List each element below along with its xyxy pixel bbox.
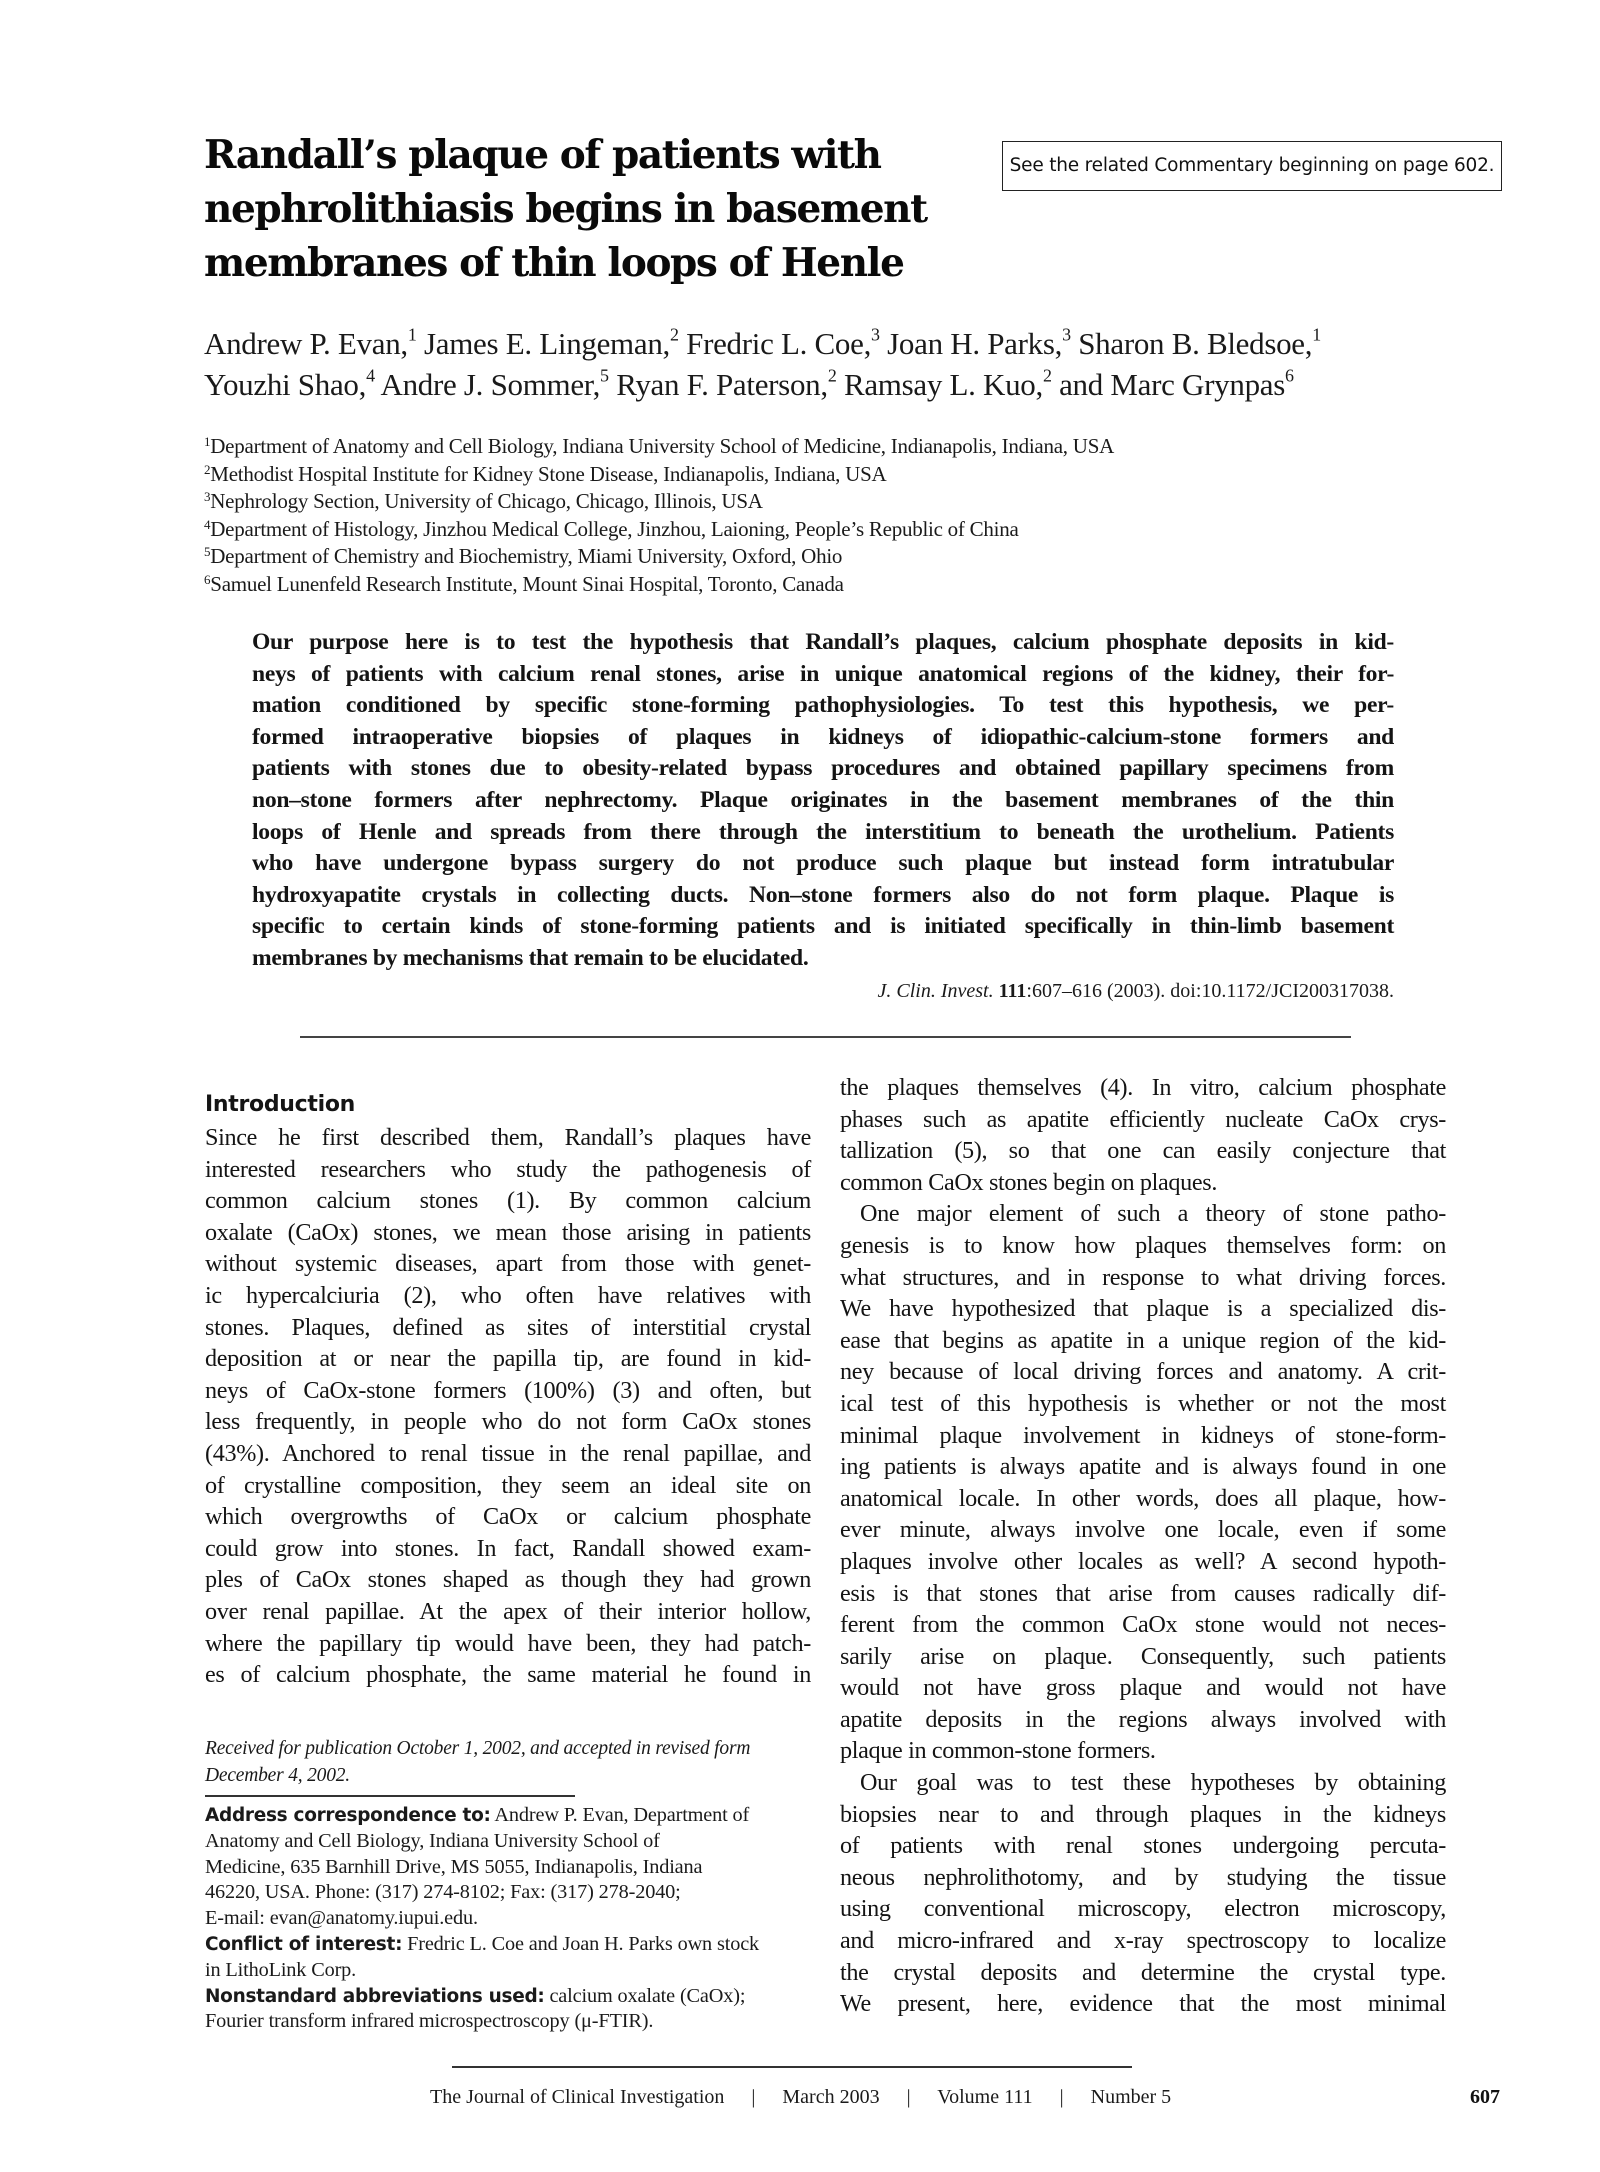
body-line: ples of CaOx stones shaped as though they had grown: [205, 1566, 811, 1594]
body-line: without systemic diseases, apart from those with genet-: [205, 1250, 811, 1278]
abstract-line: membranes by mechanisms that remain to be elucidated.: [252, 944, 809, 971]
body-line: what structures, and in response to what driving forces.: [840, 1263, 1446, 1291]
received-line: December 4, 2002.: [205, 1765, 350, 1786]
author: Andre J. Sommer,$^5$: [380, 365, 609, 402]
body-line: would not have gross plaque and would not have: [840, 1674, 1446, 1702]
footer-separator: |: [1059, 2086, 1064, 2108]
running-footer: [430, 2084, 1490, 2110]
affiliation: $^6$Samuel Lunenfeld Research Institute, Mount Sinai Hospital, Toronto, Canada: [204, 571, 844, 596]
citation-journal: J. Clin. Invest.: [877, 980, 994, 1002]
body-line: deposition at or near the papilla tip, are found in kid-: [205, 1345, 811, 1373]
body-line: plaque in common-stone formers.: [840, 1737, 1156, 1765]
abstract-line: mation conditioned by specific stone-forming pathophysiologies. To test this hypothesis, we per-: [252, 692, 1394, 719]
body-line: tallization (5), so that one can easily conjecture that: [840, 1137, 1446, 1165]
conflict-of-interest: Conflict of interest: Fredric L. Coe and Joan H. Parks own stock in LithoLink Corp.: [205, 1932, 760, 1981]
received-line: Received for publication October 1, 2002, and accepted in revised form: [205, 1738, 751, 1759]
abstract-line: Our purpose here is to test the hypothesis that Randall’s plaques, calcium phosphate deposits in kid-: [252, 629, 1394, 655]
footer-journal: The Journal of Clinical Investigation: [430, 2086, 725, 2108]
author-line: [204, 364, 1464, 405]
body-line: interested researchers who study the pathogenesis of: [205, 1155, 811, 1183]
author-list: [204, 323, 1464, 405]
body-line: anatomical locale. In other words, does all plaque, how-: [840, 1484, 1446, 1512]
body-line: ney because of local driving forces and anatomy. A crit-: [840, 1358, 1446, 1386]
title-line: Randall’s plaque of patients with: [204, 132, 881, 178]
author: Fredric L. Coe,$^3$: [686, 324, 880, 361]
citation: [700, 978, 1394, 1004]
nonstandard-abbreviations: Nonstandard abbreviations used: calcium oxalate (CaOx); Fourier transform infrared microspectroscopy (μ-FTIR).: [205, 1984, 746, 2033]
author: Youzhi Shao,$^4$: [204, 365, 375, 402]
affiliation: $^1$Department of Anatomy and Cell Biology, Indiana University School of Medicine, Indianapolis, Indiana, USA: [204, 433, 1115, 458]
body-line: sarily arise on plaque. Consequently, such patients: [840, 1642, 1446, 1670]
note-label: Address correspondence to:: [205, 1805, 491, 1826]
note-label: Nonstandard abbreviations used:: [205, 1985, 545, 2007]
abstract-line: patients with stones due to obesity-related bypass procedures and obtained papillary specimens from: [252, 755, 1394, 782]
body-line: of crystalline composition, they seem an ideal site on: [205, 1471, 811, 1499]
body-line: (43%). Anchored to renal tissue in the renal papillae, and: [205, 1439, 811, 1467]
footnotes: [205, 1803, 815, 2035]
body-line: stones. Plaques, defined as sites of interstitial crystal: [205, 1313, 811, 1341]
abstract-line: loops of Henle and spreads from there through the interstitium to beneath the urothelium. Patients: [252, 818, 1394, 845]
address-correspondence: Address correspondence to: Andrew P. Evan, Department of Anatomy and Cell Biology, Indiana University School of Medicine, 635 Barnhill Drive, MS 5055, Indianapolis, Indiana 46220, USA. Phone: (317) 274-8102; Fax: (317) 278-2040; E-mail: evan@anatomy.iupui.edu.: [205, 1803, 815, 1932]
abstract-line: neys of patients with calcium renal stones, arise in unique anatomical regions of the kidney, their for-: [252, 660, 1394, 687]
section-heading-introduction: Introduction: [205, 1092, 356, 1117]
body-line: phases such as apatite efficiently nucleate CaOx crys-: [840, 1105, 1446, 1133]
body-text: [840, 1072, 1446, 2020]
affiliation: $^3$Nephrology Section, University of Chicago, Chicago, Illinois, USA: [204, 489, 763, 514]
author: and Marc Grynpas$^6$: [1059, 365, 1294, 402]
body-line: ing patients is always apatite and is always found in one: [840, 1453, 1446, 1481]
abstract-line: who have undergone bypass surgery do not produce such plaque but instead form intratubular: [252, 850, 1394, 877]
body-line: ferent from the common CaOx stone would not neces-: [840, 1611, 1446, 1639]
body-line: Our goal was to test these hypotheses by obtaining: [860, 1769, 1446, 1797]
author: Andrew P. Evan,$^1$: [204, 324, 417, 361]
body-line: common calcium stones (1). By common calcium: [205, 1187, 811, 1215]
body-line: the crystal deposits and determine the crystal type.: [840, 1958, 1446, 1986]
body-line: ever minute, always involve one locale, even if some: [840, 1516, 1446, 1544]
abstract-line: specific to certain kinds of stone-forming patients and is initiated specifically in thin-limb basement: [252, 913, 1394, 940]
body-column-right: [840, 1072, 1446, 2020]
body-line: ease that begins as apatite in a unique region of the kid-: [840, 1326, 1446, 1354]
body-line: over renal papillae. At the apex of their interior hollow,: [205, 1597, 811, 1625]
notes-divider: [205, 1795, 575, 1797]
citation-volume: 111: [998, 980, 1027, 1002]
body-column-left: [205, 1090, 811, 1691]
body-line: es of calcium phosphate, the same material he found in: [205, 1661, 811, 1689]
related-commentary-note[interactable]: See the related Commentary beginning on page 602.: [1002, 141, 1502, 191]
affiliation: $^2$Methodist Hospital Institute for Kidney Stone Disease, Indianapolis, Indiana, USA: [204, 461, 887, 486]
body-line: ic hypercalciuria (2), who often have relatives with: [205, 1281, 811, 1309]
body-line: using conventional microscopy, electron microscopy,: [840, 1895, 1446, 1923]
page-number: 607: [1470, 2086, 1500, 2108]
body-line: apatite deposits in the regions always involved with: [840, 1705, 1446, 1733]
body-line: esis is that stones that arise from causes radically dif-: [840, 1579, 1446, 1607]
abstract-line: formed intraoperative biopsies of plaques in kidneys of idiopathic-calcium-stone formers and: [252, 723, 1394, 750]
body-line: minimal plaque involvement in kidneys of stone-form-: [840, 1421, 1446, 1449]
article-title: [204, 128, 964, 290]
footer-divider: [452, 2066, 1132, 2068]
affiliation: $^4$Department of Histology, Jinzhou Medical College, Jinzhou, Laioning, People’s Republic of China: [204, 516, 1019, 541]
author: Ryan F. Paterson,$^2$: [616, 365, 837, 402]
body-line: neys of CaOx-stone formers (100%) (3) and often, but: [205, 1376, 811, 1404]
body-line: the plaques themselves (4). In vitro, calcium phosphate: [840, 1074, 1446, 1101]
affiliation: $^5$Department of Chemistry and Biochemistry, Miami University, Oxford, Ohio: [204, 544, 843, 569]
body-line: plaques involve other locales as well? A second hypoth-: [840, 1547, 1446, 1575]
body-line: which overgrowths of CaOx or calcium phosphate: [205, 1503, 811, 1531]
body-line: of patients with renal stones undergoing percuta-: [840, 1832, 1446, 1860]
footer-separator: |: [751, 2086, 756, 2108]
body-line: ical test of this hypothesis is whether or not the most: [840, 1389, 1446, 1417]
citation-pages-doi[interactable]: :607–616 (2003). doi:10.1172/JCI200317038.: [1026, 980, 1394, 1002]
body-line: oxalate (CaOx) stones, we mean those arising in patients: [205, 1218, 811, 1246]
received-dates: [205, 1735, 815, 1789]
section-divider: [300, 1036, 1351, 1038]
note-label: Conflict of interest:: [205, 1933, 403, 1955]
body-line: where the papillary tip would have been, they had patch-: [205, 1629, 811, 1657]
body-line: biopsies near to and through plaques in the kidneys: [840, 1800, 1446, 1828]
author: Sharon B. Bledsoe,$^1$: [1078, 324, 1321, 361]
email-link[interactable]: E-mail: evan@anatomy.iupui.edu.: [205, 1907, 478, 1930]
footer-volume: Volume 111: [937, 2086, 1033, 2108]
body-line: neous nephrolithotomy, and by studying the tissue: [840, 1863, 1446, 1891]
footer-date: March 2003: [782, 2086, 880, 2108]
title-line: membranes of thin loops of Henle: [204, 240, 904, 286]
body-text: [205, 1122, 811, 1691]
abstract-line: hydroxyapatite crystals in collecting ducts. Non–stone formers also do not form plaque. Plaque is: [252, 881, 1394, 908]
author-line: [204, 323, 1464, 364]
body-line: could grow into stones. In fact, Randall showed exam-: [205, 1534, 811, 1562]
footer-number: Number 5: [1090, 2086, 1172, 2108]
title-line: nephrolithiasis begins in basement: [204, 186, 927, 232]
body-line: One major element of such a theory of stone patho-: [860, 1200, 1446, 1228]
author: James E. Lingeman,$^2$: [424, 324, 679, 361]
body-line: less frequently, in people who do not form CaOx stones: [205, 1408, 811, 1436]
body-line: common CaOx stones begin on plaques.: [840, 1168, 1218, 1196]
body-line: genesis is to know how plaques themselves form: on: [840, 1231, 1446, 1259]
abstract-line: non–stone formers after nephrectomy. Plaque originates in the basement membranes of the thin: [252, 786, 1394, 813]
abstract: [252, 627, 1394, 975]
body-line: and micro-infrared and x-ray spectroscopy to localize: [840, 1927, 1446, 1955]
author: Joan H. Parks,$^3$: [887, 324, 1071, 361]
body-line: We have hypothesized that plaque is a specialized dis-: [840, 1295, 1446, 1323]
author: Ramsay L. Kuo,$^2$: [843, 365, 1052, 402]
body-line: We present, here, evidence that the most minimal: [840, 1990, 1446, 2018]
affiliation-list: [204, 433, 1354, 599]
body-line: Since he first described them, Randall’s plaques have: [205, 1124, 811, 1151]
footer-separator: |: [906, 2086, 911, 2108]
